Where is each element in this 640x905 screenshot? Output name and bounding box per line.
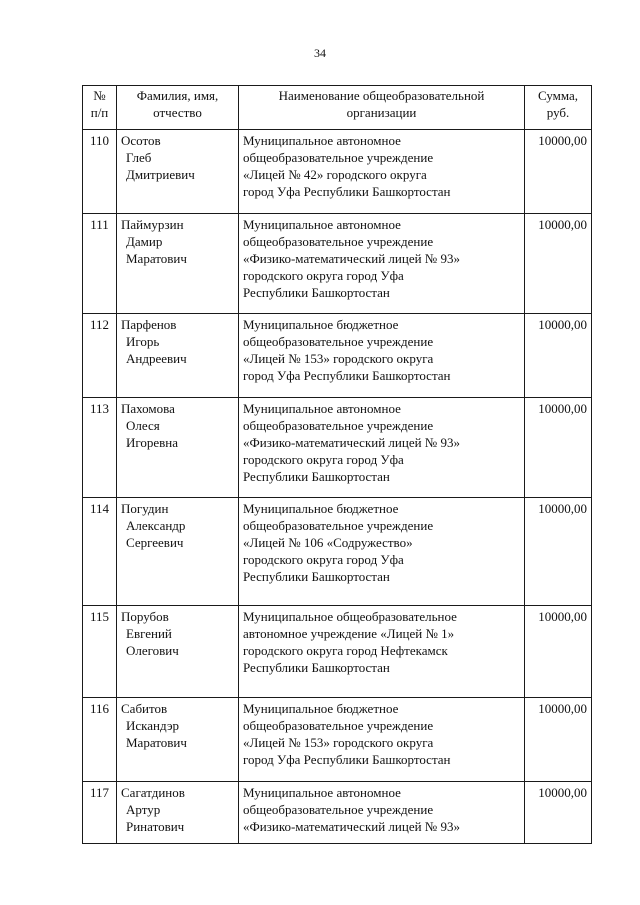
- person-name-line: Дмитриевич: [126, 167, 195, 182]
- person-name-line: Сабитов: [121, 701, 168, 716]
- organization-name-line: Муниципальное автономное: [243, 133, 401, 148]
- person-name-line: Ринатович: [126, 819, 185, 834]
- person-name: [117, 498, 239, 606]
- organization-name-line: Муниципальное автономное: [243, 217, 401, 232]
- organization-name: [239, 130, 525, 214]
- row-number: 111: [83, 214, 117, 314]
- page-number: 34: [314, 46, 326, 60]
- organization-name-line: общеобразовательное учреждение: [243, 418, 434, 433]
- header-num-line: п/п: [90, 105, 109, 120]
- person-name: [117, 782, 239, 844]
- organization-name-line: общеобразовательное учреждение: [243, 718, 434, 733]
- organization-name-line: «Лицей № 42» городского округа: [243, 167, 427, 182]
- organization-name: [239, 498, 525, 606]
- organization-name-line: Муниципальное автономное: [243, 785, 401, 800]
- header-num: [83, 86, 117, 130]
- row-number: 114: [83, 498, 117, 606]
- organization-name-line: Муниципальное бюджетное: [243, 317, 399, 332]
- row-number: 110: [83, 130, 117, 214]
- award-sum: 10000,00: [525, 498, 592, 606]
- person-name-line: Парфенов: [121, 317, 177, 332]
- person-name-line: Искандэр: [126, 718, 180, 733]
- organization-name-line: общеобразовательное учреждение: [243, 802, 434, 817]
- person-name: [117, 214, 239, 314]
- organization-name-line: Республики Башкортостан: [243, 569, 390, 584]
- organization-name-line: Муниципальное общеобразовательное: [243, 609, 457, 624]
- organization-name-line: городского округа город Уфа: [243, 452, 404, 467]
- organization-name-line: город Уфа Республики Башкортостан: [243, 752, 451, 767]
- person-name-line: Маратович: [126, 735, 187, 750]
- organization-name-line: город Уфа Республики Башкортостан: [243, 184, 451, 199]
- organization-name: [239, 314, 525, 398]
- row-number: 113: [83, 398, 117, 498]
- organization-name: [239, 782, 525, 844]
- header-num-line: №: [93, 88, 106, 103]
- award-sum: 10000,00: [525, 606, 592, 698]
- table-row: [83, 698, 592, 782]
- organization-name-line: «Лицей № 106 «Содружество»: [243, 535, 413, 550]
- header-org-line: Наименование общеобразовательной: [278, 88, 485, 103]
- row-number: 115: [83, 606, 117, 698]
- person-name-line: Глеб: [126, 150, 152, 165]
- organization-name-line: Муниципальное бюджетное: [243, 701, 399, 716]
- organization-name-line: «Физико-математический лицей № 93»: [243, 251, 460, 266]
- organization-name-line: городского округа город Нефтекамск: [243, 643, 448, 658]
- header-sum-line: руб.: [546, 105, 570, 120]
- row-number: 117: [83, 782, 117, 844]
- table-row: [83, 314, 592, 398]
- table-row: [83, 398, 592, 498]
- award-sum: 10000,00: [525, 782, 592, 844]
- header-name: [117, 86, 239, 130]
- person-name-line: Сагатдинов: [121, 785, 185, 800]
- organization-name-line: общеобразовательное учреждение: [243, 334, 434, 349]
- person-name-line: Олегович: [126, 643, 179, 658]
- header-org-line: организации: [346, 105, 417, 120]
- table-row: [83, 498, 592, 606]
- organization-name-line: автономное учреждение «Лицей № 1»: [243, 626, 455, 641]
- person-name: [117, 698, 239, 782]
- person-name: [117, 314, 239, 398]
- person-name-line: Андреевич: [126, 351, 187, 366]
- organization-name: [239, 398, 525, 498]
- organization-name-line: «Физико-математический лицей № 93»: [243, 435, 460, 450]
- award-sum: 10000,00: [525, 214, 592, 314]
- table-row: [83, 606, 592, 698]
- organization-name-line: общеобразовательное учреждение: [243, 518, 434, 533]
- person-name: [117, 606, 239, 698]
- person-name-line: Александр: [126, 518, 186, 533]
- header-name-line: Фамилия, имя,: [136, 88, 219, 103]
- table-header-row: [83, 86, 592, 130]
- organization-name-line: «Лицей № 153» городского округа: [243, 735, 434, 750]
- header-sum-line: Сумма,: [537, 88, 579, 103]
- person-name-line: Артур: [126, 802, 161, 817]
- person-name-line: Игоревна: [126, 435, 179, 450]
- person-name-line: Порубов: [121, 609, 169, 624]
- table-row: [83, 130, 592, 214]
- person-name: [117, 130, 239, 214]
- organization-name-line: Муниципальное автономное: [243, 401, 401, 416]
- award-sum: 10000,00: [525, 398, 592, 498]
- organization-name: [239, 214, 525, 314]
- row-number: 116: [83, 698, 117, 782]
- organization-name: [239, 698, 525, 782]
- organization-name-line: «Физико-математический лицей № 93»: [243, 819, 460, 834]
- header-sum: [525, 86, 592, 130]
- organization-name-line: общеобразовательное учреждение: [243, 234, 434, 249]
- organization-name-line: городского округа город Уфа: [243, 552, 404, 567]
- person-name-line: Дамир: [126, 234, 163, 249]
- header-name-line: отчество: [153, 105, 202, 120]
- header-org: [239, 86, 525, 130]
- person-name-line: Паймурзин: [121, 217, 184, 232]
- table-body: [83, 130, 592, 844]
- organization-name-line: Республики Башкортостан: [243, 660, 390, 675]
- award-sum: 10000,00: [525, 314, 592, 398]
- person-name-line: Пахомова: [121, 401, 175, 416]
- award-sum: 10000,00: [525, 698, 592, 782]
- organization-name-line: Муниципальное бюджетное: [243, 501, 399, 516]
- organization-name-line: Республики Башкортостан: [243, 285, 390, 300]
- table-row: [83, 782, 592, 844]
- row-number: 112: [83, 314, 117, 398]
- person-name: [117, 398, 239, 498]
- person-name-line: Сергеевич: [126, 535, 184, 550]
- organization-name-line: городского округа город Уфа: [243, 268, 404, 283]
- organization-name-line: общеобразовательное учреждение: [243, 150, 434, 165]
- organization-name-line: Республики Башкортостан: [243, 469, 390, 484]
- person-name-line: Погудин: [121, 501, 169, 516]
- person-name-line: Игорь: [126, 334, 160, 349]
- person-name-line: Евгений: [126, 626, 172, 641]
- organization-name: [239, 606, 525, 698]
- organization-name-line: «Лицей № 153» городского округа: [243, 351, 434, 366]
- person-name-line: Осотов: [121, 133, 161, 148]
- award-sum: 10000,00: [525, 130, 592, 214]
- person-name-line: Маратович: [126, 251, 187, 266]
- organization-name-line: город Уфа Республики Башкортостан: [243, 368, 451, 383]
- awards-table: [82, 85, 592, 844]
- person-name-line: Олеся: [126, 418, 160, 433]
- table-row: [83, 214, 592, 314]
